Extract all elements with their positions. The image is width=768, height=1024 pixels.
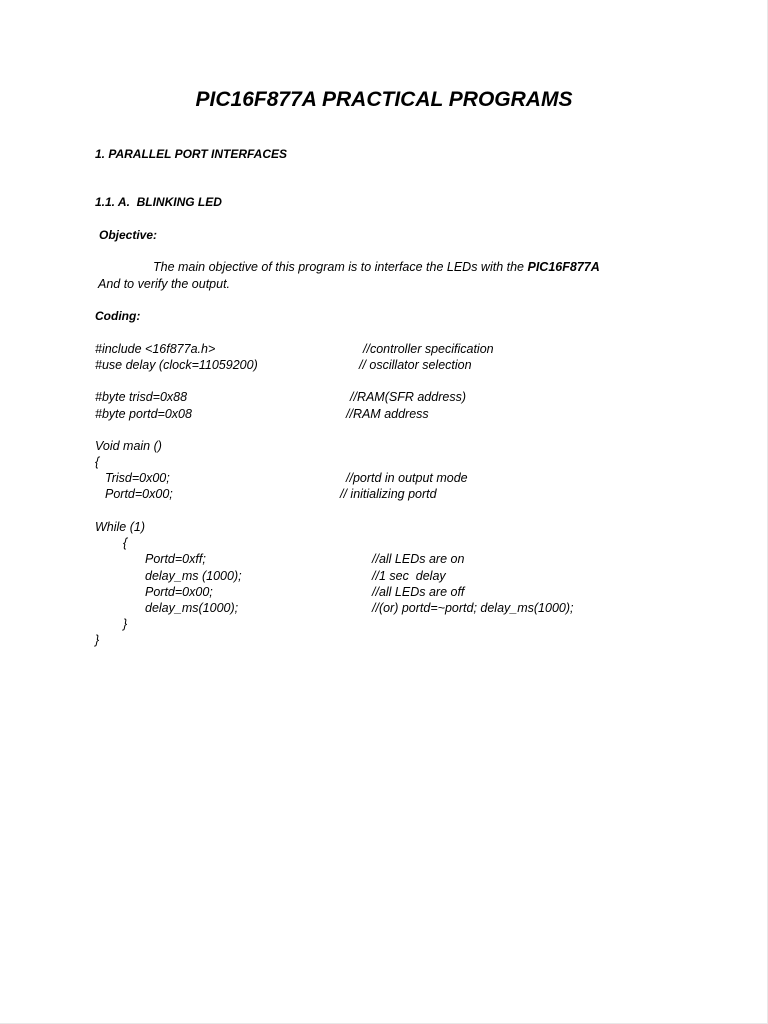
code-comment: // oscillator selection: [359, 358, 472, 372]
objective-text-line-2: And to verify the output.: [98, 277, 231, 291]
code-comment: // initializing portd: [340, 487, 437, 501]
code-line: #use delay (clock=11059200): [95, 358, 258, 372]
code-line: delay_ms(1000);: [145, 601, 239, 615]
code-comment: //1 sec delay: [372, 569, 446, 583]
code-comment: //all LEDs are on: [372, 552, 465, 566]
coding-label: Coding:: [95, 309, 141, 323]
code-line: }: [123, 617, 128, 631]
section-heading: 1. PARALLEL PORT INTERFACES: [95, 147, 288, 161]
code-line: #include <16f877a.h>: [95, 342, 216, 356]
code-comment: //RAM(SFR address): [350, 390, 466, 404]
code-line: Portd=0xff;: [145, 552, 206, 566]
code-comment: //RAM address: [346, 407, 429, 421]
code-comment: //controller specification: [363, 342, 494, 356]
code-line: {: [95, 455, 100, 469]
code-line: {: [123, 536, 128, 550]
objective-label: Objective:: [99, 228, 158, 242]
subsection-heading: 1.1. A. BLINKING LED: [95, 195, 222, 209]
code-line: }: [95, 633, 100, 647]
code-line: While (1): [95, 520, 146, 534]
code-comment: //(or) portd=~portd; delay_ms(1000);: [372, 601, 574, 615]
objective-text: The main objective of this program is to interface the LEDs with the: [153, 260, 528, 274]
code-line: Trisd=0x00;: [105, 471, 170, 485]
objective-chip-name: PIC16F877A: [527, 260, 600, 274]
code-line: Void main (): [95, 439, 162, 453]
code-line: Portd=0x00;: [145, 585, 213, 599]
code-line: Portd=0x00;: [105, 487, 173, 501]
page-title: PIC16F877A PRACTICAL PROGRAMS: [195, 88, 573, 111]
code-line: #byte trisd=0x88: [95, 390, 188, 404]
code-comment: //portd in output mode: [346, 471, 468, 485]
code-comment: //all LEDs are off: [372, 585, 465, 599]
code-line: #byte portd=0x08: [95, 407, 192, 421]
objective-paragraph: [153, 260, 600, 274]
code-line: delay_ms (1000);: [145, 569, 242, 583]
